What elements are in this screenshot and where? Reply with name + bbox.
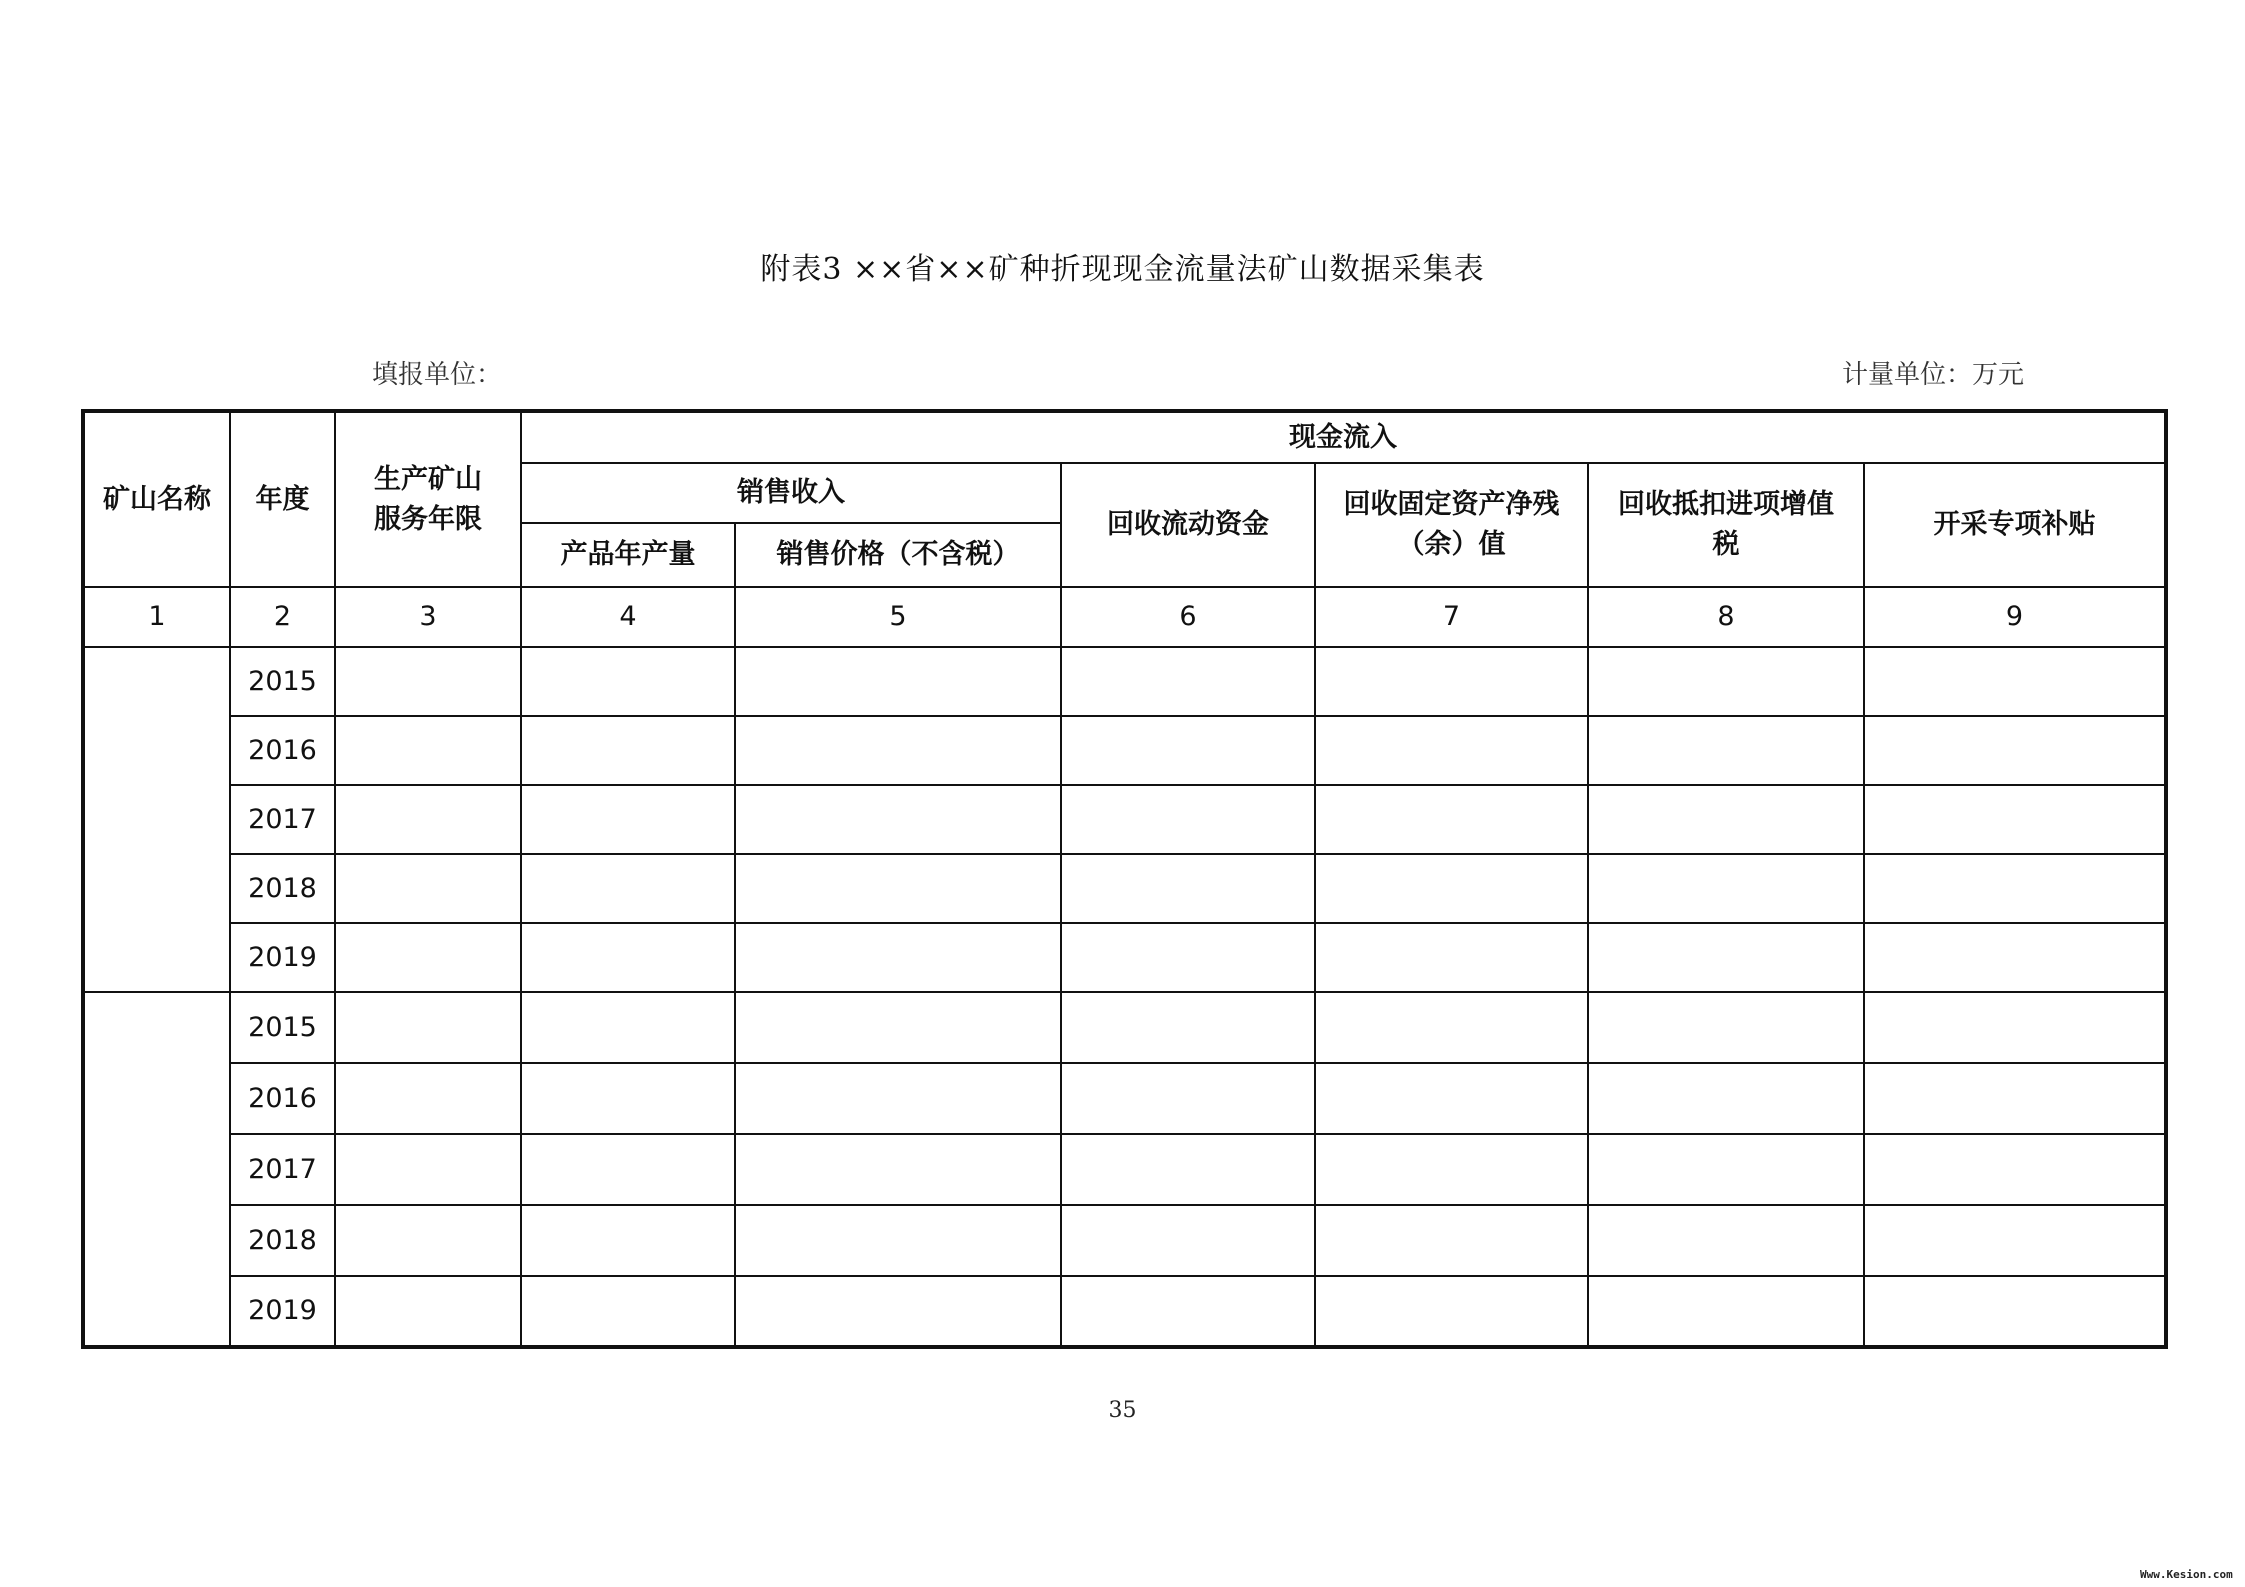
service-life-cell[interactable] — [335, 647, 521, 716]
header-service-life: 生产矿山服务年限 — [335, 411, 521, 587]
header-mining-subsidy: 开采专项补贴 — [1864, 463, 2166, 587]
column-number-row — [83, 587, 2166, 647]
annual-output-cell[interactable] — [521, 1205, 735, 1276]
working-capital-cell[interactable] — [1061, 923, 1315, 992]
working-capital-cell[interactable] — [1061, 854, 1315, 923]
page-number: 35 — [1108, 1398, 1137, 1423]
year-cell: 2017 — [230, 785, 335, 854]
table-row — [83, 854, 2166, 923]
fixed-asset-residual-cell[interactable] — [1315, 854, 1588, 923]
table-row — [83, 716, 2166, 785]
sales-price-cell[interactable] — [735, 923, 1061, 992]
fixed-asset-residual-cell[interactable] — [1315, 923, 1588, 992]
header-annual-output: 产品年产量 — [521, 523, 735, 587]
mining-subsidy-cell[interactable] — [1864, 785, 2166, 854]
header-mine-name: 矿山名称 — [83, 411, 230, 587]
vat-recovery-cell[interactable] — [1588, 992, 1864, 1063]
mining-subsidy-cell[interactable] — [1864, 716, 2166, 785]
annual-output-cell[interactable] — [521, 785, 735, 854]
table-row — [83, 1134, 2166, 1205]
vat-recovery-cell[interactable] — [1588, 854, 1864, 923]
mining-subsidy-cell[interactable] — [1864, 1205, 2166, 1276]
mining-subsidy-cell[interactable] — [1864, 647, 2166, 716]
document-title: 附表3 ××省××矿种折现现金流量法矿山数据采集表 — [760, 252, 1485, 287]
column-number: 5 — [735, 587, 1061, 647]
fixed-asset-residual-cell[interactable] — [1315, 1063, 1588, 1134]
mining-subsidy-cell[interactable] — [1864, 992, 2166, 1063]
working-capital-cell[interactable] — [1061, 1134, 1315, 1205]
data-collection-table — [81, 409, 2168, 1349]
service-life-cell[interactable] — [335, 716, 521, 785]
year-cell: 2015 — [230, 992, 335, 1063]
mining-subsidy-cell[interactable] — [1864, 1276, 2166, 1347]
vat-recovery-cell[interactable] — [1588, 1063, 1864, 1134]
service-life-cell[interactable] — [335, 1205, 521, 1276]
header-fixed-asset-residual: 回收固定资产净残（余）值 — [1315, 463, 1588, 587]
sales-price-cell[interactable] — [735, 1205, 1061, 1276]
column-number: 2 — [230, 587, 335, 647]
mining-subsidy-cell[interactable] — [1864, 1134, 2166, 1205]
sales-price-cell[interactable] — [735, 1134, 1061, 1205]
fixed-asset-residual-cell[interactable] — [1315, 1134, 1588, 1205]
column-number: 7 — [1315, 587, 1588, 647]
reporting-unit-label: 填报单位： — [372, 360, 503, 390]
annual-output-cell[interactable] — [521, 854, 735, 923]
table-row — [83, 785, 2166, 854]
column-number: 3 — [335, 587, 521, 647]
sales-price-cell[interactable] — [735, 1063, 1061, 1134]
year-cell: 2018 — [230, 1205, 335, 1276]
header-vat-recovery: 回收抵扣进项增值税 — [1588, 463, 1864, 587]
working-capital-cell[interactable] — [1061, 785, 1315, 854]
column-number: 9 — [1864, 587, 2166, 647]
year-cell: 2018 — [230, 854, 335, 923]
service-life-cell[interactable] — [335, 1134, 521, 1205]
sales-price-cell[interactable] — [735, 1276, 1061, 1347]
working-capital-cell[interactable] — [1061, 647, 1315, 716]
year-cell: 2015 — [230, 647, 335, 716]
working-capital-cell[interactable] — [1061, 992, 1315, 1063]
mining-subsidy-cell[interactable] — [1864, 854, 2166, 923]
annual-output-cell[interactable] — [521, 1063, 735, 1134]
mining-subsidy-cell[interactable] — [1864, 1063, 2166, 1134]
working-capital-cell[interactable] — [1061, 1063, 1315, 1134]
vat-recovery-cell[interactable] — [1588, 1134, 1864, 1205]
annual-output-cell[interactable] — [521, 716, 735, 785]
header-year: 年度 — [230, 411, 335, 587]
header-sales-price: 销售价格（不含税） — [735, 523, 1061, 587]
working-capital-cell[interactable] — [1061, 1276, 1315, 1347]
annual-output-cell[interactable] — [521, 1134, 735, 1205]
sales-price-cell[interactable] — [735, 647, 1061, 716]
year-cell: 2019 — [230, 923, 335, 992]
vat-recovery-cell[interactable] — [1588, 1276, 1864, 1347]
mine-name-cell[interactable] — [83, 647, 230, 992]
table-row — [83, 992, 2166, 1063]
year-cell: 2019 — [230, 1276, 335, 1347]
annual-output-cell[interactable] — [521, 1276, 735, 1347]
year-cell: 2016 — [230, 716, 335, 785]
measurement-unit-label: 计量单位：万元 — [1842, 360, 2025, 390]
vat-recovery-cell[interactable] — [1588, 1205, 1864, 1276]
vat-recovery-cell[interactable] — [1588, 923, 1864, 992]
watermark: Www.Kesion.com — [2140, 1568, 2233, 1581]
table-row — [83, 1063, 2166, 1134]
fixed-asset-residual-cell[interactable] — [1315, 1276, 1588, 1347]
fixed-asset-residual-cell[interactable] — [1315, 647, 1588, 716]
column-number: 6 — [1061, 587, 1315, 647]
annual-output-cell[interactable] — [521, 647, 735, 716]
fixed-asset-residual-cell[interactable] — [1315, 716, 1588, 785]
working-capital-cell[interactable] — [1061, 1205, 1315, 1276]
annual-output-cell[interactable] — [521, 992, 735, 1063]
table-row — [83, 647, 2166, 716]
fixed-asset-residual-cell[interactable] — [1315, 992, 1588, 1063]
year-cell: 2016 — [230, 1063, 335, 1134]
table-row — [83, 1205, 2166, 1276]
fixed-asset-residual-cell[interactable] — [1315, 785, 1588, 854]
vat-recovery-cell[interactable] — [1588, 647, 1864, 716]
vat-recovery-cell[interactable] — [1588, 785, 1864, 854]
header-working-capital-recovery: 回收流动资金 — [1061, 463, 1315, 587]
header-cash-inflow: 现金流入 — [521, 411, 2166, 463]
vat-recovery-cell[interactable] — [1588, 716, 1864, 785]
working-capital-cell[interactable] — [1061, 716, 1315, 785]
service-life-cell[interactable] — [335, 1063, 521, 1134]
year-cell: 2017 — [230, 1134, 335, 1205]
sales-price-cell[interactable] — [735, 992, 1061, 1063]
fixed-asset-residual-cell[interactable] — [1315, 1205, 1588, 1276]
service-life-cell[interactable] — [335, 1276, 521, 1347]
column-number: 1 — [83, 587, 230, 647]
sales-price-cell[interactable] — [735, 716, 1061, 785]
header-sales-revenue: 销售收入 — [521, 463, 1061, 523]
annual-output-cell[interactable] — [521, 923, 735, 992]
column-number: 8 — [1588, 587, 1864, 647]
sales-price-cell[interactable] — [735, 785, 1061, 854]
service-life-cell[interactable] — [335, 785, 521, 854]
sales-price-cell[interactable] — [735, 854, 1061, 923]
service-life-cell[interactable] — [335, 923, 521, 992]
service-life-cell[interactable] — [335, 854, 521, 923]
table-row — [83, 1276, 2166, 1347]
mine-name-cell[interactable] — [83, 992, 230, 1347]
column-number: 4 — [521, 587, 735, 647]
service-life-cell[interactable] — [335, 992, 521, 1063]
table-row — [83, 923, 2166, 992]
mining-subsidy-cell[interactable] — [1864, 923, 2166, 992]
